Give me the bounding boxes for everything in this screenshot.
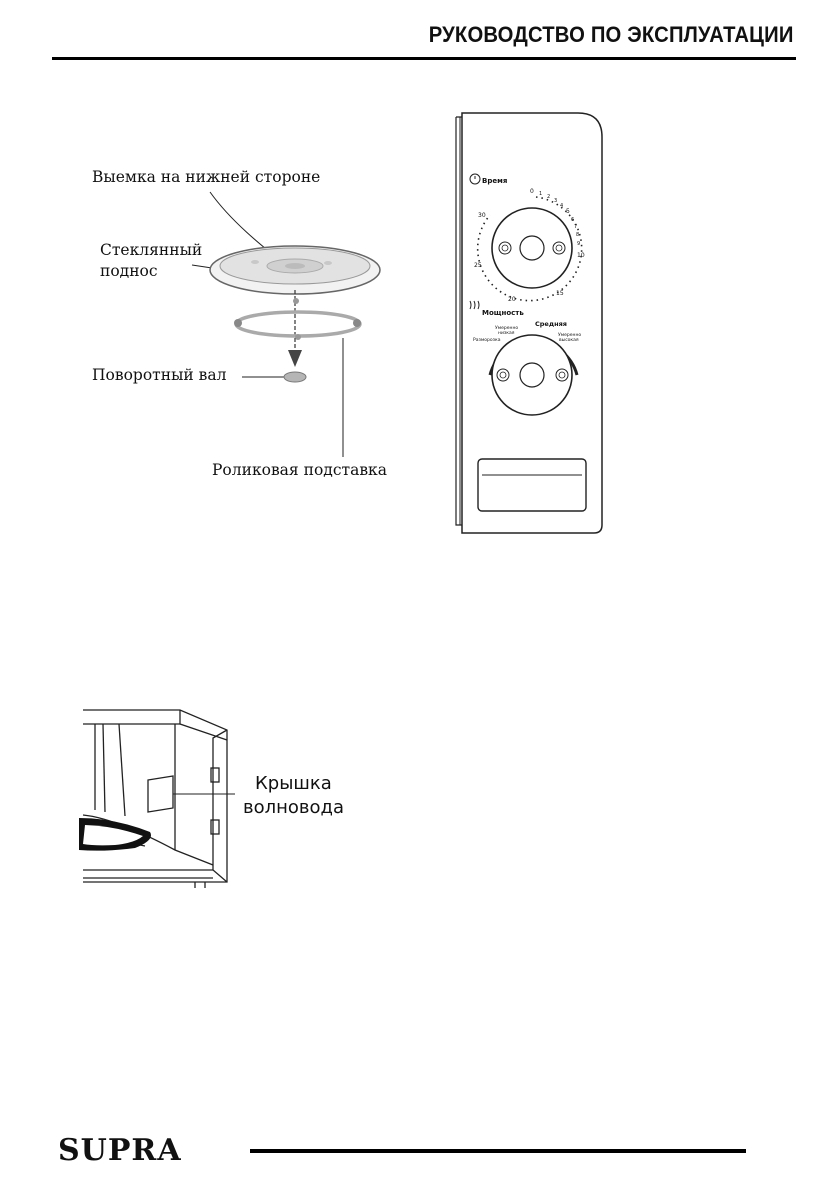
time-tick-5: 5 bbox=[566, 208, 570, 215]
label-roller: Роликовая подставка bbox=[212, 461, 387, 479]
label-waveguide-line2: волновода bbox=[243, 797, 345, 818]
time-tick-20: 20 bbox=[508, 296, 516, 303]
power-level-medium-high-2: высокая bbox=[559, 338, 579, 343]
time-tick-8: 8 bbox=[576, 232, 580, 238]
turntable-assembly-figure bbox=[80, 150, 400, 490]
power-level-medium-low-1: Умеренно bbox=[495, 326, 519, 331]
footer-divider bbox=[250, 1149, 746, 1153]
time-tick-30: 30 bbox=[478, 212, 486, 219]
supra-logo: SUPRA bbox=[58, 1133, 182, 1168]
door-open-button[interactable] bbox=[478, 459, 586, 511]
power-level-medium: Средняя bbox=[535, 320, 567, 328]
panel-edge bbox=[456, 117, 462, 525]
time-tick-7: 7 bbox=[574, 224, 578, 230]
waveguide-cover bbox=[148, 776, 173, 812]
label-glass-tray-line2: поднос bbox=[100, 262, 158, 280]
time-tick-25: 25 bbox=[474, 262, 482, 269]
roller-ring bbox=[234, 312, 361, 340]
time-label: Время bbox=[482, 177, 508, 185]
time-tick-6: 6 bbox=[571, 217, 575, 223]
time-tick-9: 9 bbox=[577, 241, 581, 247]
power-level-defrost: Разморозка bbox=[473, 338, 501, 343]
waveguide-figure bbox=[75, 700, 375, 895]
power-level-medium-high-1: Умеренно bbox=[558, 333, 582, 338]
assembly-arrow-head bbox=[288, 350, 302, 367]
power-level-medium-low-2: низкая bbox=[498, 331, 515, 336]
control-panel-figure bbox=[450, 105, 610, 545]
time-tick-2: 2 bbox=[547, 194, 551, 200]
time-tick-10: 10 bbox=[577, 252, 585, 259]
time-tick-0: 0 bbox=[530, 188, 534, 195]
rotating-shaft bbox=[284, 372, 306, 382]
time-tick-3: 3 bbox=[554, 198, 558, 204]
power-label: Мощность bbox=[482, 309, 524, 317]
page-header-title: РУКОВОДСТВО ПО ЭКСПЛУАТАЦИИ bbox=[429, 22, 794, 47]
time-tick-15: 15 bbox=[556, 290, 564, 297]
label-glass-tray-line1: Стеклянный bbox=[100, 241, 203, 259]
leader-line-glass bbox=[192, 265, 212, 268]
label-shaft: Поворотный вал bbox=[92, 366, 227, 384]
time-tick-4: 4 bbox=[560, 203, 564, 209]
time-tick-1: 1 bbox=[539, 191, 543, 197]
tray-hub bbox=[293, 298, 299, 304]
header-divider bbox=[52, 57, 796, 60]
glass-tray bbox=[210, 246, 380, 294]
label-notch: Выемка на нижней стороне bbox=[92, 168, 321, 186]
label-waveguide-line1: Крышка bbox=[255, 773, 332, 794]
